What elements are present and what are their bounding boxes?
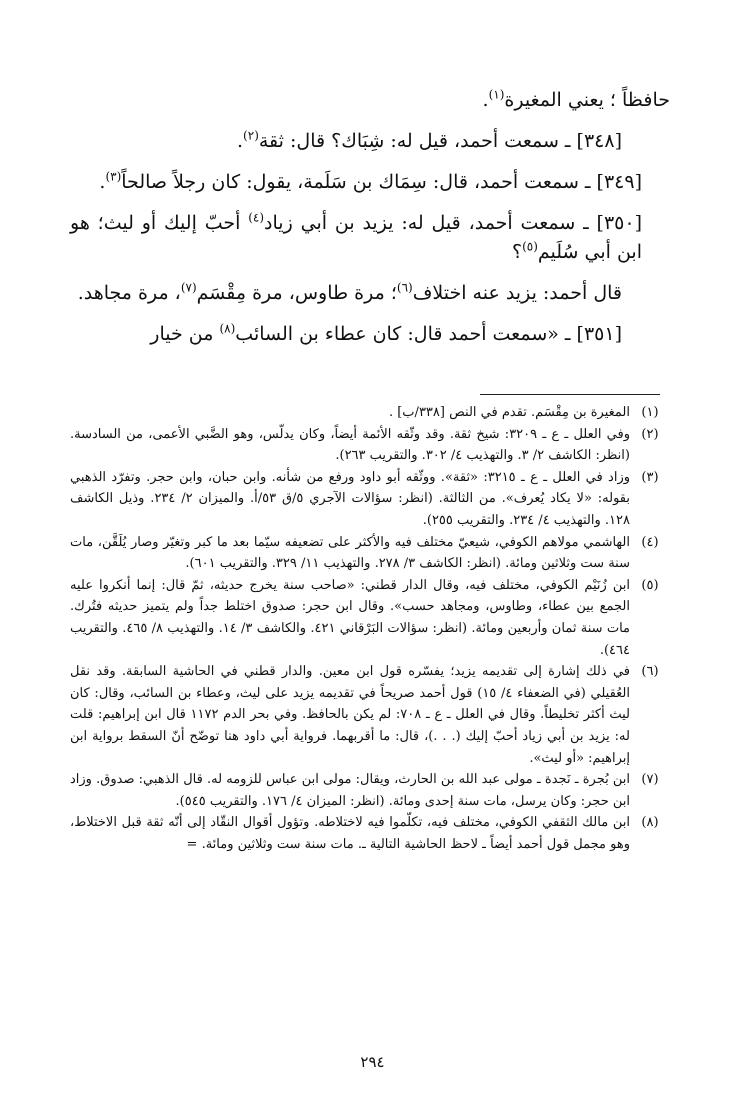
entry-351 <box>70 320 670 349</box>
entry-350 <box>70 209 670 267</box>
footnote-ref: (١) <box>488 87 505 102</box>
footnote-ref: (٥) <box>522 239 538 254</box>
entry-end: ؟ <box>511 241 523 263</box>
footnote-text: ابن بُجرة ـ نَجدة ـ مولى عبد الله بن الحارث، ويقال: مولى ابن عباس للزومه له. قال الذهبي: صدوق. وزاد ابن حجر: وكان يرسل، مات سنة إحدى ومائة. (انظر: الميزان ٤/ ١٧٦. والتقريب ٥٤٥). <box>70 772 630 809</box>
entry-text: [٣٤٨] ـ سمعت أحمد، قيل له: شِبَاك؟ قال: ثقة <box>258 130 622 152</box>
footnote-number: (٣) <box>641 469 659 485</box>
footnote-text: ابن زُنَيْم الكوفي، مختلف فيه، وقال الدار قطني: «صاحب سنة يخرج حديثه، ثمّ قال: إنما أنكروا عليه الجمع بين عطاء، وطاوس، ومجاهد حسب». وقال ابن حجر: صدوق اختلط جداً ولم يتميز حديثه فتُرك. مات سنة ثمان وأربعين ومائة. (انظر: سؤالات البَرْقاني ٤٢١. والكاشف ٣/ ١٤. والتهذيب ٨/ ٤٦٥. والتقريب ٤٦٤). <box>70 577 631 658</box>
footnote-number: (١) <box>641 405 659 420</box>
line-text: حافظاً ؛ يعني المغيرة <box>504 89 670 111</box>
footnote-divider <box>480 394 660 395</box>
footnote <box>70 812 670 855</box>
footnotes <box>70 402 670 855</box>
entry-text: ، مرة مجاهد. <box>77 282 181 304</box>
entry-text: [٣٥١] ـ «سمعت أحمد قال: كان عطاء بن السائب <box>235 323 622 345</box>
footnote-number: (٥) <box>641 577 659 593</box>
ahmad-statement <box>70 279 670 308</box>
footnote-text: الهاشمي مولاهم الكوفي، شيعيّ مختلف فيه والأكثر على تضعيفه سيّما بعد ما كبر وتغيّر وصار يُلَقَّن، مات سنة ست وثلاثين ومائة. (انظر: الكاشف ٣/ ٢٧٨. والتهذيب ١١/ ٣٢٩. والتقريب ٦٠١). <box>70 534 630 572</box>
entry-text: [٣٥٠] ـ سمعت أحمد، قيل له: يزيد بن أبي زياد <box>264 212 642 234</box>
footnote-number: (٢) <box>641 426 659 442</box>
page-number: ٢٩٤ <box>360 1053 385 1071</box>
entry-text: أحبّ إليك أو ليث؛ هو ابن أبي سُلَيم <box>70 212 642 263</box>
footnote-text: في ذلك إشارة إلى تقديمه يزيد؛ يفسّره قول ابن معين. والدار قطني في الحاشية السابقة. وقد نقل العُقيلي (في الضعفاء ٤/ ١٥) قول أحمد صريحاً في تقديمه يزيد على ليث، وعطاء بن السائب، وقال: كان ليث أكثر تخليطاً. وقال في العلل ـ ع ـ ٧٠٨: لم يكن بالحافظ. وفي بحر الدم ١١٧٢ قال ابن إبراهيم: قلت له: يزيد بن أبي زياد أحبّ إليك (. . .)، قال: ما أقربهما. فرواية أبي داود هنا توضّح أنّ السقط برواية ابن إبراهيم: «أو ليث». <box>70 664 630 766</box>
entry-text: ؛ مرة طاوس، مرة مِقْسَم <box>196 282 397 304</box>
footnote-number: (٨) <box>641 815 659 831</box>
footnote <box>70 661 670 769</box>
entry-end: من خيار <box>150 323 220 345</box>
text-line <box>70 86 670 115</box>
main-text <box>70 86 670 361</box>
line-end: . <box>482 89 489 111</box>
footnote <box>70 402 670 424</box>
footnote-text: وفي العلل ـ ع ـ ٣٢٠٩: شيخ ثقة. وقد وثّقه الأئمة أيضاً، وكان يدلّس، وهو الضَّبي الأعمى، من السادسة. (انظر: الكاشف ٢/ ٣. والتهذيب ٤/ ٣٠٢. والتقريب ٢٦٣). <box>70 426 630 464</box>
entry-text: [٣٤٩] ـ سمعت أحمد، قال: سِمَاك بن سَلَمة، يقول: كان رجلاً صالحاً <box>121 171 642 193</box>
footnote-text: وزاد في العلل ـ ع ـ ٣٢١٥: «ثقة». ووثّقه أبو داود ورفع من شأنه. وابن حبان، وابن حجر. وتفرّد الذهبي بقوله: «لا يكاد يُعرف». من الثالثة. (انظر: سؤالات الآجري ٥/ق ٥٣/أ. والميزان ٢/ ٢٣٤. وذيل الكاشف ١٢٨. والتهذيب ٤/ ٢٣٤. والتقريب ٢٥٥). <box>70 469 630 528</box>
footnote <box>70 467 670 532</box>
entry-349 <box>70 168 670 197</box>
footnote <box>70 769 670 812</box>
entry-348 <box>70 127 670 156</box>
footnote-ref: (٦) <box>396 280 413 295</box>
footnote <box>70 424 670 467</box>
footnote-ref: (٣) <box>105 169 122 184</box>
footnote-text: ابن مالك الثقفي الكوفي، مختلف فيه، تكلّموا فيه لاختلاطه. وتؤول أقوال النقّاد إلى أنّه ثقة قبل الاختلاط، وهو مجمل قول أحمد أيضاً ـ لاحظ الحاشية التالية ـ. مات سنة ست وثلاثين ومائة. = <box>70 815 630 852</box>
entry-text: قال أحمد: يزيد عنه اختلاف <box>412 282 622 304</box>
footnote-ref: (٤) <box>248 210 265 225</box>
footnote <box>70 575 670 661</box>
footnote-ref: (٧) <box>180 280 197 295</box>
footnote-text: المغيرة بن مِقْسَم. تقدم في النص [٣٣٨/ب] . <box>388 405 630 420</box>
entry-end: . <box>237 130 244 152</box>
footnote-number: (٧) <box>641 772 659 788</box>
footnote-number: (٤) <box>641 534 659 550</box>
footnote <box>70 532 670 575</box>
entry-end: . <box>99 171 106 193</box>
footnote-ref: (٨) <box>219 321 236 336</box>
footnote-ref: (٢) <box>243 128 259 143</box>
footnote-number: (٦) <box>641 664 659 680</box>
